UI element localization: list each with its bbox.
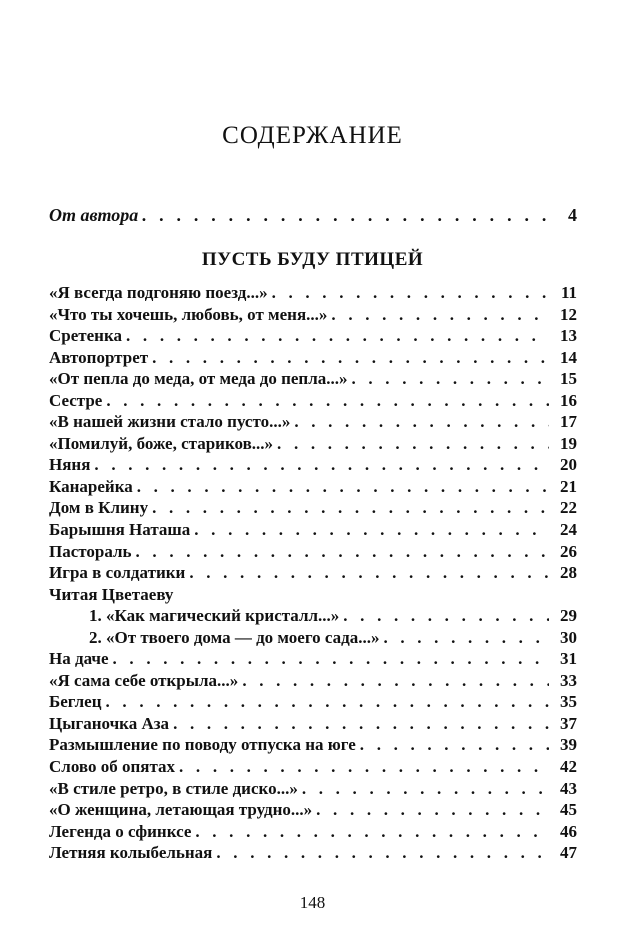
- dot-leader: [106, 691, 549, 713]
- dot-leader: [294, 411, 549, 433]
- toc-entry: [49, 670, 577, 692]
- toc-entry-page: 12: [560, 304, 577, 324]
- dot-leader: [152, 347, 549, 369]
- toc-entry-label: Пастораль: [49, 541, 132, 561]
- toc-entry-label: Сестре: [49, 390, 103, 410]
- dot-leader: [126, 325, 549, 347]
- toc-entry-page: 13: [560, 326, 577, 346]
- toc-entry-label: 1. «Как магический кристалл...»: [89, 606, 340, 626]
- dot-leader: [142, 205, 549, 226]
- toc-entry: [49, 368, 577, 390]
- toc-entry: [49, 627, 577, 649]
- toc-entry-label: Няня: [49, 455, 91, 475]
- dot-leader: [152, 497, 549, 519]
- toc-entry-page: 11: [560, 283, 577, 302]
- toc-entry: [49, 390, 577, 412]
- toc-entry-page: 39: [560, 735, 577, 755]
- dot-leader: [352, 368, 550, 390]
- toc-entry-page: 19: [560, 433, 577, 453]
- toc-entry-label: Сретенка: [49, 326, 123, 346]
- toc-entry-label: Дом в Клину: [49, 498, 149, 518]
- dot-leader: [173, 713, 549, 735]
- toc-entry-page: 30: [560, 627, 577, 647]
- toc-entry-label: «Я сама себе открыла...»: [49, 670, 239, 690]
- toc-entry-author: [49, 205, 577, 227]
- toc-entry-page: 20: [560, 455, 577, 475]
- toc-entry-label: От автора: [49, 205, 139, 225]
- toc-entry-label: «От пепла до меда, от меда до пепла...»: [49, 369, 348, 389]
- toc-entry-label: «Помилуй, боже, стариков...»: [49, 433, 274, 453]
- toc-entry-page: 16: [560, 390, 577, 410]
- dot-leader: [216, 842, 549, 864]
- toc-entry-label: Барышня Наташа: [49, 520, 191, 540]
- toc-entry: [49, 347, 577, 369]
- toc-entry-page: 14: [560, 347, 577, 367]
- toc-entry: [49, 562, 577, 584]
- toc-entry-label: Автопортрет: [49, 347, 149, 367]
- toc-entry-page: 15: [560, 369, 577, 389]
- toc-entry: [49, 648, 577, 670]
- toc-entry-label: 2. «От твоего дома — до моего сада...»: [89, 627, 380, 647]
- dot-leader: [136, 541, 549, 563]
- toc-entry: [49, 821, 577, 843]
- toc-entry: [49, 584, 577, 606]
- toc-entry-label: Канарейка: [49, 476, 133, 496]
- toc-entry: [49, 325, 577, 347]
- toc-entry-page: 17: [560, 412, 577, 432]
- toc-entry: [49, 691, 577, 713]
- toc-entry: [49, 282, 577, 304]
- toc-entry: [49, 713, 577, 735]
- toc-entry-page: 43: [560, 778, 577, 798]
- dot-leader: [302, 778, 549, 800]
- toc-entry-page: 24: [560, 520, 577, 540]
- dot-leader: [316, 799, 549, 821]
- table-of-contents: [49, 282, 577, 864]
- toc-entry-label: Цыганочка Аза: [49, 713, 170, 733]
- toc-entry: [49, 433, 577, 455]
- toc-entry-label: Летняя колыбельная: [49, 843, 213, 863]
- dot-leader: [331, 304, 549, 326]
- toc-entry-label: «В стиле ретро, в стиле диско...»: [49, 778, 298, 798]
- dot-leader: [194, 519, 549, 541]
- dot-leader: [195, 821, 549, 843]
- toc-entry-label: «В нашей жизни стало пусто...»: [49, 412, 291, 432]
- toc-entry: [49, 756, 577, 778]
- toc-entry-page: 45: [560, 800, 577, 820]
- toc-entry: [49, 411, 577, 433]
- toc-entry: [49, 519, 577, 541]
- toc-entry-page: 42: [560, 757, 577, 777]
- toc-entry: [49, 605, 577, 627]
- toc-entry-page: 33: [560, 670, 577, 690]
- toc-entry-page: 47: [560, 843, 577, 863]
- toc-entry-page: 21: [560, 476, 577, 496]
- toc-entry-page: 29: [560, 606, 577, 626]
- toc-entry-label: «О женщина, летающая трудно...»: [49, 800, 313, 820]
- toc-entry: [49, 476, 577, 498]
- toc-entry: [49, 497, 577, 519]
- toc-entry-label: Беглец: [49, 692, 102, 712]
- toc-entry-page: 31: [560, 649, 577, 669]
- toc-entry-label: «Я всегда подгоняю поезд...»: [49, 283, 268, 302]
- dot-leader: [383, 627, 549, 649]
- dot-leader: [242, 670, 549, 692]
- toc-entry-label: Размышление по поводу отпуска на юге: [49, 735, 356, 755]
- toc-entry-page: 37: [560, 713, 577, 733]
- toc-entry: [49, 778, 577, 800]
- dot-leader: [272, 282, 549, 304]
- toc-entry-page: 28: [560, 563, 577, 583]
- dot-leader: [137, 476, 549, 498]
- toc-entry: [49, 799, 577, 821]
- page-title: СОДЕРЖАНИЕ: [222, 122, 403, 149]
- toc-entry-page: 26: [560, 541, 577, 561]
- dot-leader: [113, 648, 549, 670]
- toc-entry: [49, 541, 577, 563]
- toc-entry: [49, 734, 577, 756]
- toc-entry-page: 35: [560, 692, 577, 712]
- toc-entry: [49, 304, 577, 326]
- dot-leader: [94, 454, 549, 476]
- toc-entry-label: Игра в солдатики: [49, 563, 186, 583]
- toc-entry-page: 22: [560, 498, 577, 518]
- page-number: 148: [299, 893, 326, 912]
- toc-entry-page: 46: [560, 821, 577, 841]
- dot-leader: [277, 433, 549, 455]
- toc-entry-label: «Что ты хочешь, любовь, от меня...»: [49, 304, 328, 324]
- toc-entry-label: Легенда о сфинксе: [49, 821, 192, 841]
- dot-leader: [106, 390, 549, 412]
- dot-leader: [343, 605, 549, 627]
- toc-entry: [49, 842, 577, 864]
- toc-entry-label: Слово об опятах: [49, 757, 176, 777]
- dot-leader: [360, 734, 549, 756]
- toc-entry-label: Читая Цветаеву: [49, 584, 174, 604]
- toc-entry: [49, 454, 577, 476]
- toc-entry-page: 4: [568, 205, 577, 225]
- dot-leader: [189, 562, 549, 584]
- dot-leader: [179, 756, 549, 778]
- toc-entry-label: На даче: [49, 649, 109, 669]
- section-heading: ПУСТЬ БУДУ ПТИЦЕЙ: [201, 249, 424, 270]
